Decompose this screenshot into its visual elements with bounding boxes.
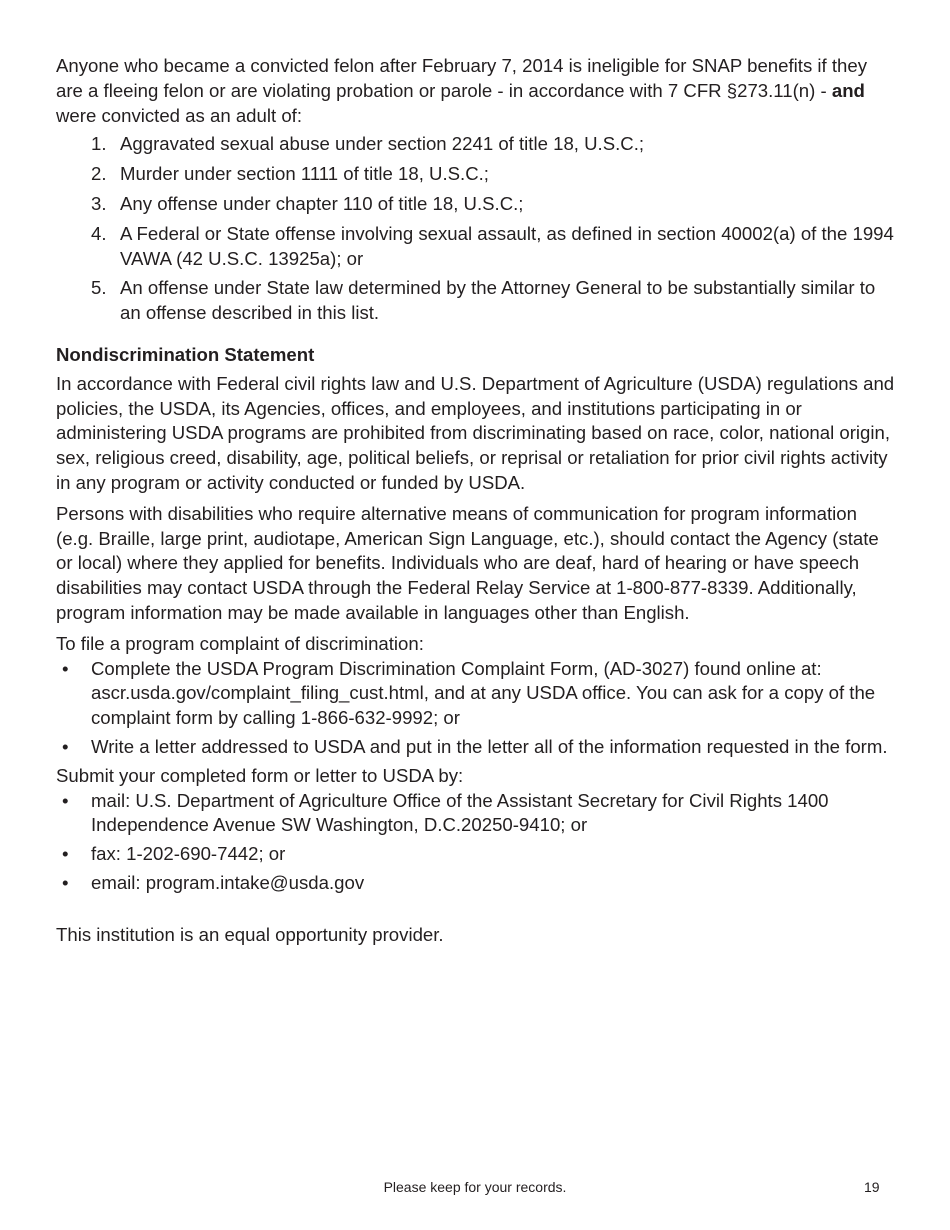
list-item xyxy=(56,222,896,272)
list-item-text: Any offense under chapter 110 of title 18, U.S.C.; xyxy=(120,192,524,214)
civil-rights-paragraph: In accordance with Federal civil rights law and U.S. Department of Agriculture (USDA) regulations and policies, the USDA, its Agencies, offices, and employees, and institutions participating in or administering USDA programs are prohibited from discriminating based on race, color, national origin, sex, religious creed, disability, age, political beliefs, or reprisal or retaliation for prior civil rights activity in any program or activity conducted or funded by USDA. xyxy=(56,372,895,493)
felony-offense-list xyxy=(56,132,896,326)
intro-text-end: were convicted as an adult of: xyxy=(56,104,302,126)
list-item xyxy=(56,789,896,839)
file-complaint-lead: To file a program complaint of discrimination: xyxy=(56,632,424,654)
list-item xyxy=(56,842,896,867)
list-item-text: fax: 1-202-690-7442; or xyxy=(91,843,286,865)
bullet-glyph: • xyxy=(62,843,69,865)
file-complaint-list xyxy=(56,657,896,760)
list-item-text: A Federal or State offense involving sexual assault, as defined in section 40002(a) of the 1994 VAWA (42 U.S.C. 13925a); or xyxy=(120,222,894,269)
list-item xyxy=(56,871,896,896)
document-body xyxy=(56,54,896,948)
bullet-glyph: • xyxy=(62,735,69,757)
intro-text-start: Anyone who became a convicted felon after February 7, 2014 is ineligible for SNAP benefits if they are a fleeing felon or are violating probation or parole - in accordance with 7 CFR §273.11(n) - xyxy=(56,55,868,101)
felon-eligibility-intro xyxy=(56,54,896,128)
list-item xyxy=(56,162,896,187)
list-item-text: email: program.intake@usda.gov xyxy=(91,871,365,893)
list-item-text: Murder under section 1111 of title 18, U.S.C.; xyxy=(120,163,489,185)
intro-bold-and: and xyxy=(831,79,865,101)
bullet-glyph: • xyxy=(62,789,69,811)
list-item xyxy=(56,657,896,731)
list-item xyxy=(56,276,896,326)
list-item-text: Write a letter addressed to USDA and put in the letter all of the information requested in the form. xyxy=(91,735,888,757)
list-item-text: Aggravated sexual abuse under section 2241 of title 18, U.S.C.; xyxy=(120,133,645,155)
bullet-glyph: • xyxy=(62,657,69,679)
list-item xyxy=(56,735,896,760)
submit-methods-list xyxy=(56,789,896,896)
bullet-glyph: • xyxy=(62,871,69,893)
disabilities-paragraph: Persons with disabilities who require alternative means of communication for program information (e.g. Braille, large print, audiotape, American Sign Language, etc.), should contact the Agency (state or local) where they applied for benefits. Individuals who are deaf, hard of hearing or have speech disabilities may contact USDA through the Federal Relay Service at 1-800-877-8339. Additionally, program information may be made available in languages other than English. xyxy=(56,502,879,623)
list-number: 4. xyxy=(91,222,107,244)
page-number: 19 xyxy=(864,1179,880,1195)
list-item-text: An offense under State law determined by the Attorney General to be substantially similar to an offense described in this list. xyxy=(120,277,876,324)
list-number: 3. xyxy=(91,192,107,214)
footer-note: Please keep for your records. xyxy=(383,1179,567,1195)
submit-lead: Submit your completed form or letter to USDA by: xyxy=(56,764,464,786)
list-item xyxy=(56,132,896,157)
list-item-text: mail: U.S. Department of Agriculture Office of the Assistant Secretary for Civil Rights 1400 Independence Avenue SW Washington, D.C.20250-9410; or xyxy=(91,789,829,836)
nondiscrimination-heading: Nondiscrimination Statement xyxy=(56,343,315,365)
list-item xyxy=(56,192,896,217)
list-item-text: Complete the USDA Program Discrimination Complaint Form, (AD-3027) found online at: ascr.usda.gov/complaint_filing_cust.html, and at any USDA office. You can ask for a copy of the complaint form by calling 1-866-632-9992; or xyxy=(91,657,876,729)
list-number: 2. xyxy=(91,163,107,185)
list-number: 1. xyxy=(91,133,107,155)
list-number: 5. xyxy=(91,277,107,299)
equal-opportunity-statement: This institution is an equal opportunity provider. xyxy=(56,923,444,945)
